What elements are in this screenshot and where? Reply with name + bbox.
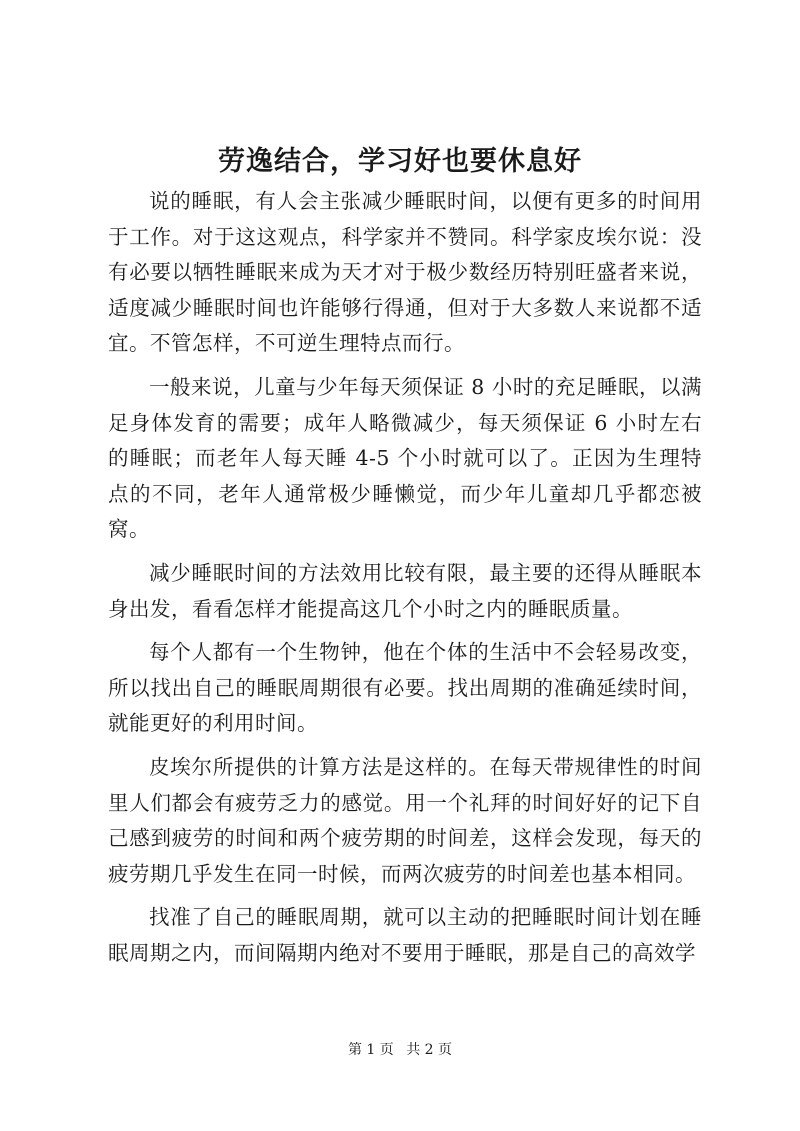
paragraph-3: 减少睡眠时间的方法效用比较有限，最主要的还得从睡眠本身出发，看看怎样才能提高这几个小时之内的睡眠质量。 xyxy=(108,560,702,621)
page-number: 第 1 页 xyxy=(347,1042,394,1058)
paragraph-5: 皮埃尔所提供的计算方法是这样的。在每天带规律性的时间里人们都会有疲劳乏力的感觉。用一个礼拜的时间好好的记下自己感到疲劳的时间和两个疲劳期的时间差，这样会发现，每天的疲劳期几乎发生在同一时候，而两次疲劳的时间差也基本相同。 xyxy=(108,754,702,886)
paragraph-2: 一般来说，儿童与少年每天须保证 8 小时的充足睡眠，以满足身体发育的需要；成年人略微减少，每天须保证 6 小时左右的睡眠；而老年人每天睡 4-5 个小时就可以了。正因为生理特点的不同，老年人通常极少睡懒觉，而少年儿童却几乎都恋被窝。 xyxy=(108,374,702,542)
page-footer xyxy=(0,1040,800,1060)
total-pages: 共 2 页 xyxy=(406,1042,453,1058)
paragraph-1: 说的睡眠，有人会主张减少睡眠时间，以便有更多的时间用于工作。对于这这观点，科学家并不赞同。科学家皮埃尔说：没有必要以牺牲睡眠来成为天才对于极少数经历特别旺盛者来说，适度减少睡眠时间也许能够行得通，但对于大多数人来说都不适宜。不管怎样，不可逆生理特点而行。 xyxy=(108,189,702,356)
paragraph-4: 每个人都有一个生物钟，他在个体的生活中不会轻易改变，所以找出自己的睡眠周期很有必要。找出周期的准确延续时间，就能更好的利用时间。 xyxy=(108,640,702,736)
paragraph-6: 找准了自己的睡眠周期，就可以主动的把睡眠时间计划在睡眠周期之内，而间隔期内绝对不要用于睡眠，那是自己的高效学 xyxy=(108,905,702,965)
document-body xyxy=(108,184,702,979)
document-title: 劳逸结合，学习好也要休息好 xyxy=(218,146,582,177)
